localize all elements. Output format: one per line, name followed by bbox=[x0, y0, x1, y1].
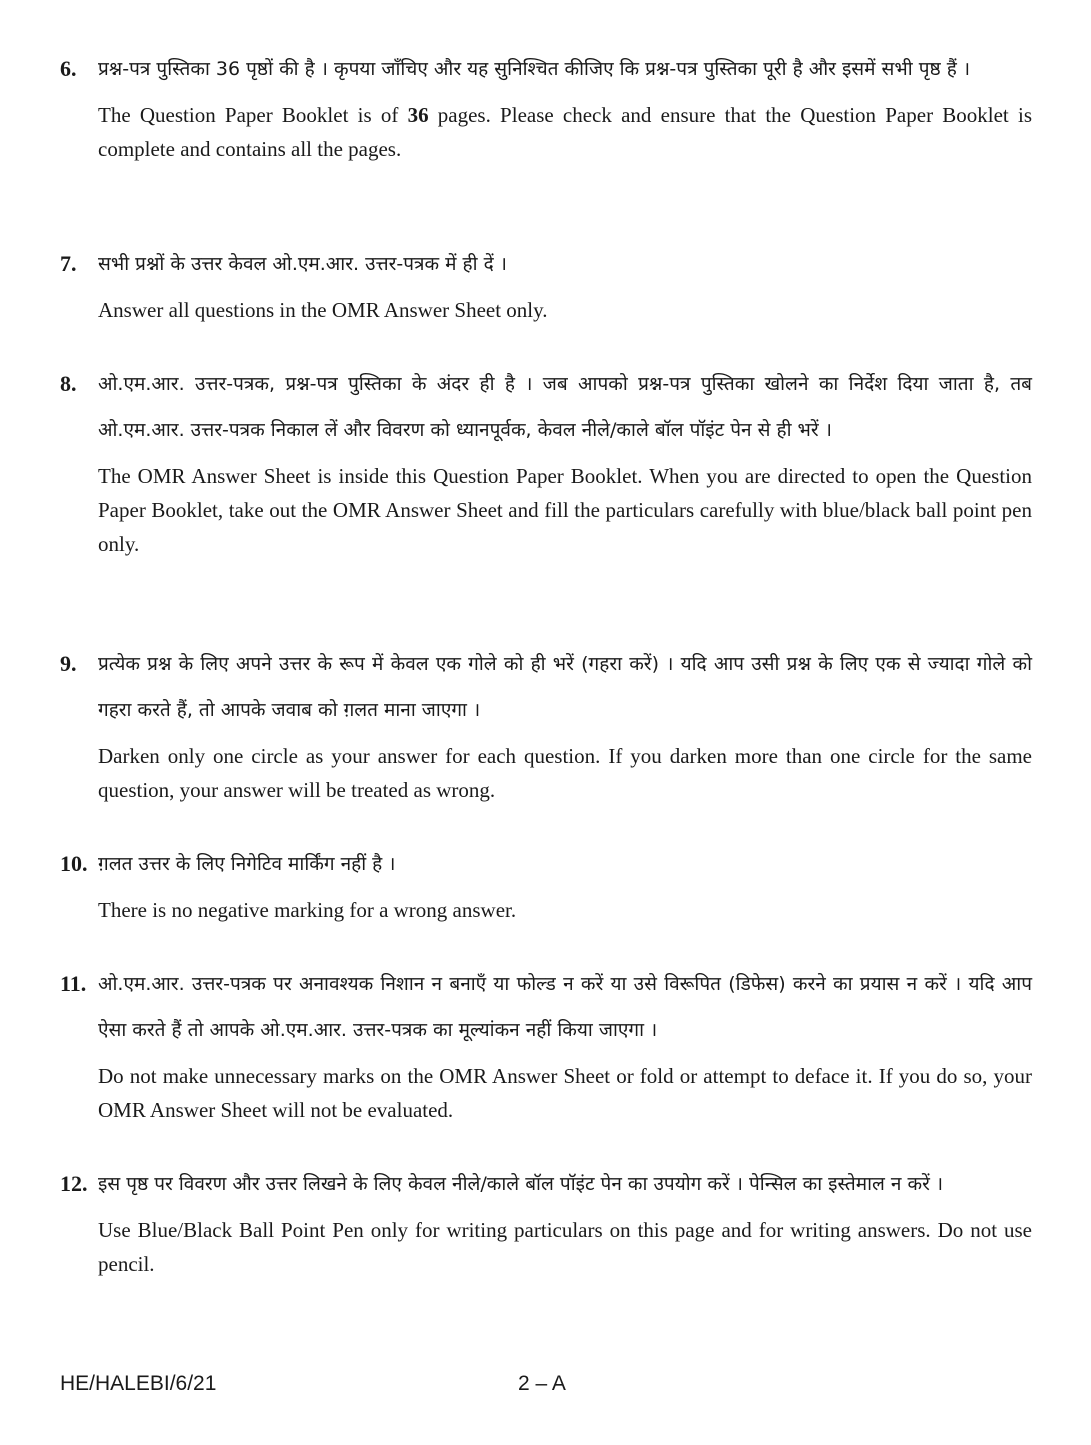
instruction-item-7 bbox=[60, 241, 1032, 327]
page-number: 2 – A bbox=[518, 1372, 566, 1395]
page-count-bold: 36 bbox=[407, 103, 429, 127]
instruction-english-text: Answer all questions in the OMR Answer Sheet only. bbox=[98, 298, 548, 322]
instruction-item-8 bbox=[60, 361, 1032, 561]
instruction-english-text: Darken only one circle as your answer for each question. If you darken more than one circle for the same question, your answer will be treated as wrong. bbox=[98, 744, 1032, 802]
instruction-hindi-text: प्रत्येक प्रश्न के लिए अपने उत्तर के रूप में केवल एक गोले को ही भरें (गहरा करें) । यदि आप उसी प्रश्न के लिए एक से ज्यादा गोले को गहरा करते हैं, तो आपके जवाब को ग़लत माना जाएगा । bbox=[98, 653, 1032, 721]
instruction-number: 6. bbox=[60, 56, 77, 81]
instruction-hindi-text: ओ.एम.आर. उत्तर-पत्रक पर अनावश्यक निशान न बनाएँ या फोल्ड न करें या उसे विरूपित (डिफेस) करने का प्रयास न करें । यदि आप ऐसा करते हैं तो आपके ओ.एम.आर. उत्तर-पत्रक का मूल्यांकन नहीं किया जाएगा । bbox=[98, 973, 1032, 1041]
instruction-hindi-text: ग़लत उत्तर के लिए निगेटिव मार्किंग नहीं है । bbox=[98, 853, 396, 875]
instruction-english-text: There is no negative marking for a wrong answer. bbox=[98, 898, 517, 922]
instruction-item-6 bbox=[60, 46, 1032, 166]
instruction-item-9 bbox=[60, 641, 1032, 807]
instruction-item-12 bbox=[60, 1161, 1032, 1281]
booklet-code: HE/HALEBI/6/21 bbox=[60, 1372, 217, 1395]
instruction-number: 11. bbox=[60, 971, 87, 996]
instruction-number: 10. bbox=[60, 851, 88, 876]
instruction-number: 12. bbox=[60, 1171, 88, 1196]
instruction-number: 8. bbox=[60, 371, 77, 396]
instruction-number: 9. bbox=[60, 651, 77, 676]
instruction-hindi-text: सभी प्रश्नों के उत्तर केवल ओ.एम.आर. उत्तर-पत्रक में ही दें । bbox=[98, 253, 507, 275]
instruction-number: 7. bbox=[60, 251, 77, 276]
instruction-hindi-text: इस पृष्ठ पर विवरण और उत्तर लिखने के लिए केवल नीले/काले बॉल पॉइंट पेन का उपयोग करें । पेन्सिल का इस्तेमाल न करें । bbox=[98, 1173, 944, 1195]
instruction-hindi-text: ओ.एम.आर. उत्तर-पत्रक, प्रश्न-पत्र पुस्तिका के अंदर ही है । जब आपको प्रश्न-पत्र पुस्तिका खोलने का निर्देश दिया जाता है, तब ओ.एम.आर. उत्तर-पत्रक निकाल लें और विवरण को ध्यानपूर्वक, केवल नीले/काले बॉल पॉइंट पेन से ही भरें । bbox=[98, 373, 1032, 441]
instruction-item-11 bbox=[60, 961, 1032, 1127]
english-text-part: The Question Paper Booklet is of bbox=[98, 103, 408, 127]
instruction-item-10 bbox=[60, 841, 1032, 927]
english-text-part: pages. Please check and ensure that the Question Paper Booklet is complete and contains all the pages. bbox=[98, 103, 1032, 161]
instruction-english-text: Use Blue/Black Ball Point Pen only for writing particulars on this page and for writing answers. Do not use pencil. bbox=[98, 1218, 1032, 1276]
instruction-english-text bbox=[98, 98, 1032, 166]
instruction-hindi-text: प्रश्न-पत्र पुस्तिका 36 पृष्ठों की है । कृपया जाँचिए और यह सुनिश्चित कीजिए कि प्रश्न-पत्र पुस्तिका पूरी है और इसमें सभी पृष्ठ हैं । bbox=[98, 58, 971, 80]
instruction-english-text: Do not make unnecessary marks on the OMR Answer Sheet or fold or attempt to deface it. If you do so, your OMR Answer Sheet will not be evaluated. bbox=[98, 1064, 1032, 1122]
instruction-english-text: The OMR Answer Sheet is inside this Question Paper Booklet. When you are directed to open the Question Paper Booklet, take out the OMR Answer Sheet and fill the particulars carefully with blue/black ball point pen only. bbox=[98, 464, 1032, 556]
